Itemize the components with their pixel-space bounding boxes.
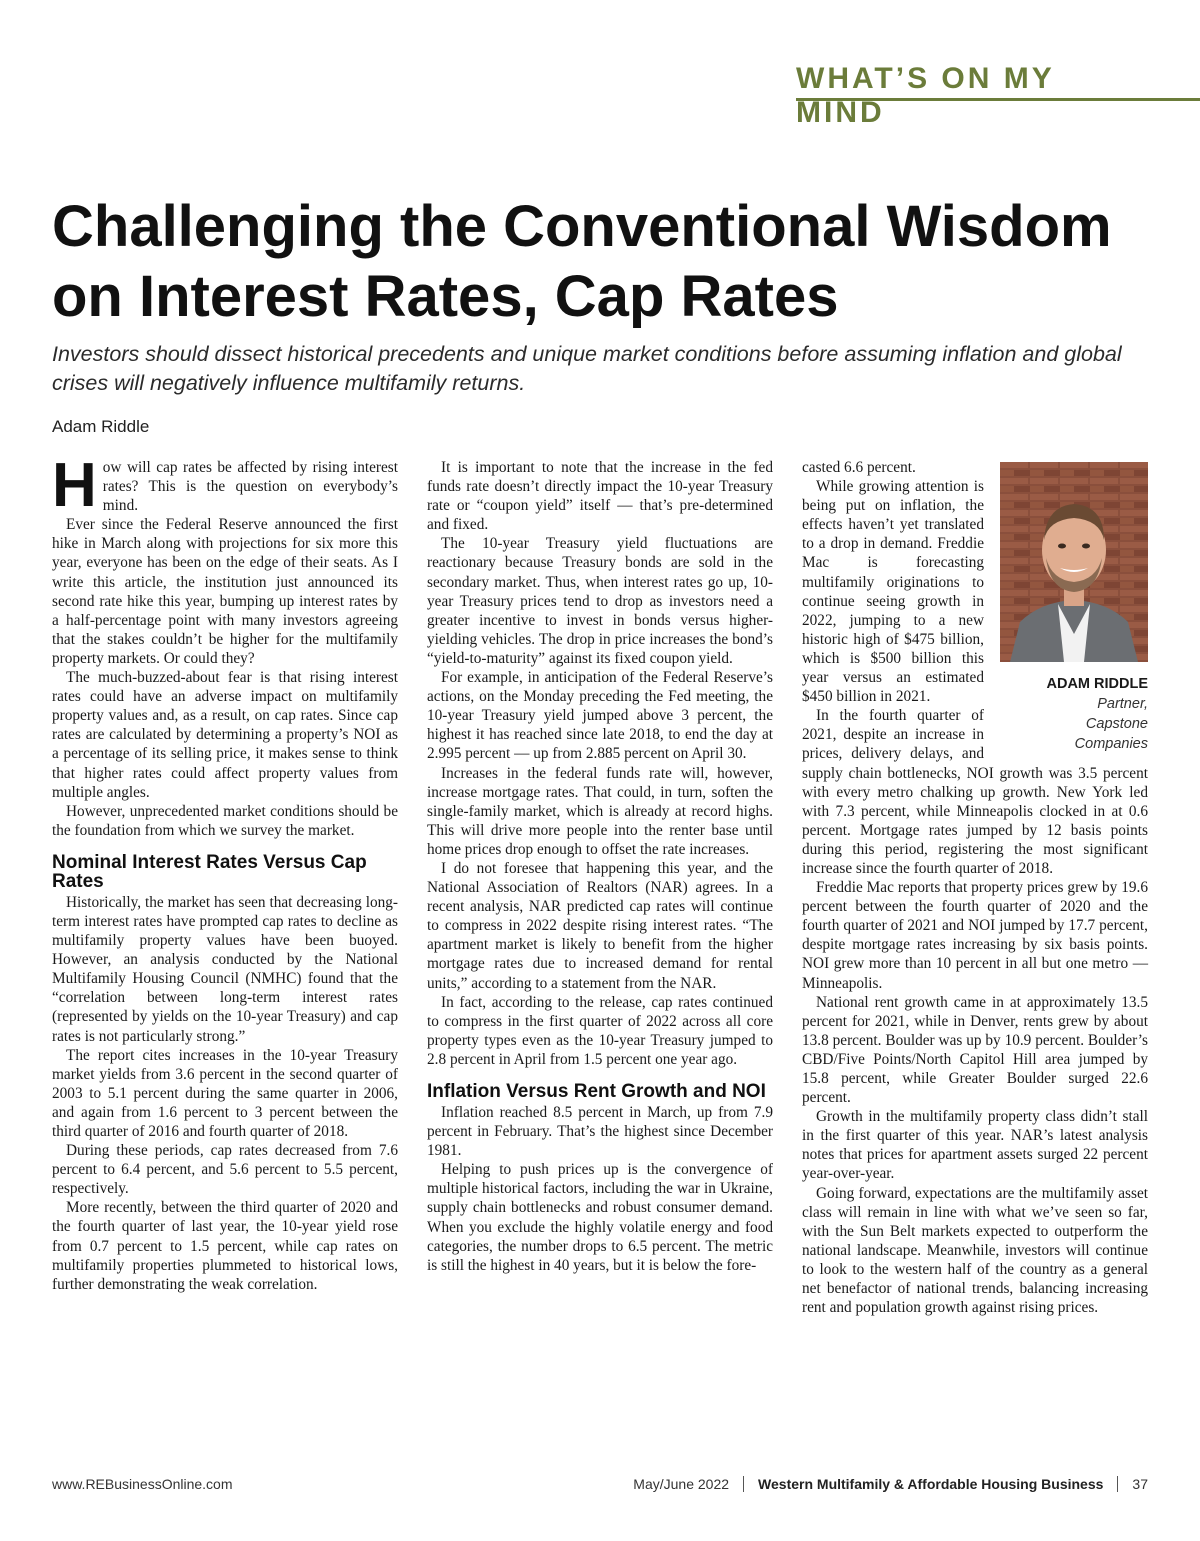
paragraph: However, unprecedented market conditions should be the foundation from which we survey the market. bbox=[52, 802, 398, 839]
caption-name: ADAM RIDDLE bbox=[1046, 676, 1148, 692]
footer-publication: Western Multifamily & Affordable Housing Business bbox=[758, 1476, 1104, 1492]
footer-issue: May/June 2022 bbox=[633, 1476, 730, 1492]
paragraph: The 10-year Treasury yield fluctuations are reactionary because Treasury bonds are sold in the secondary market. Thus, when interest rates go up, 10-year Treasury prices tend to drop as investors need a greater incentive to invest in bonds versus higher-yielding vehicles. The drop in price increases the bond’s “yield-to-maturity” against its fixed coupon yield. bbox=[427, 535, 773, 667]
footer-divider bbox=[1117, 1476, 1118, 1492]
paragraph: While growing attention is being put on inflation, the effects haven’t yet translated to a drop in demand. Freddie Mac is forecasting multifamily originations to continue seeing growth in 2022, jumping to a new historic high of $475 billion, which is $500 billion this year versus an estimated $450 billion in 2021. bbox=[802, 478, 984, 706]
paragraph: The report cites increases in the 10-year Treasury market yields from 3.6 percent in the second quarter of 2003 to 5.1 percent during the same quarter in 2006, and again from 1.6 percent to 3 percent between the third quarter of 2016 and fourth quarter of 2018. bbox=[52, 1046, 398, 1140]
paragraph: National rent growth came in at approximately 13.5 percent for 2021, while in Denver, rents grew by about 13.8 percent. Boulder was up by 10.9 percent. Boulder’s CBD/Five Points/North Capitol Hill area jumped by 15.8 percent, while Greater Boulder surged 22.6 percent. bbox=[802, 993, 1148, 1107]
photo-caption bbox=[994, 674, 1148, 754]
paragraph: Ever since the Federal Reserve announced the first hike in March along with projections for six more this year, everyone has been on the edge of their seats. As I write this article, the institution just announced its second rate hike this year, bumping up interest rates by a half-percentage point with many investors agreeing that the stakes couldn’t be higher for the multifamily property markets. Or could they? bbox=[52, 516, 398, 667]
paragraph: Inflation reached 8.5 percent in March, up from 7.9 percent in February. That’s the highest since December 1981. bbox=[427, 1104, 773, 1160]
section-header bbox=[796, 60, 1200, 129]
footer-divider bbox=[743, 1476, 744, 1492]
paragraph: It is important to note that the increase in the fed funds rate doesn’t directly impact the 10-year Treasury rate or “coupon yield” itself — that’s pre-determined and fixed. bbox=[427, 459, 773, 534]
paragraph: More recently, between the third quarter of 2020 and the fourth quarter of last year, the 10-year yield rose from 0.7 percent to 1.5 percent, while cap rates on multifamily properties plummeted to historical lows, further demonstrating the weak correlation. bbox=[52, 1199, 398, 1293]
subheading: Inflation Versus Rent Growth and NOI bbox=[427, 1081, 766, 1102]
byline: Adam Riddle bbox=[52, 417, 150, 436]
caption-company: Capstone bbox=[1085, 716, 1148, 732]
paragraph: Increases in the federal funds rate will, however, increase mortgage rates. That could, in turn, soften the single-family market, which is already at record highs. This will drive more people into the renter base until home prices drop enough to offset the rate increases. bbox=[427, 764, 773, 858]
paragraph: The much-buzzed-about fear is that rising interest rates could have an adverse impact on multifamily property values and, as a result, on cap rates. Since cap rates are calculated by determining a property’s NOI as a percentage of its selling price, it makes sense to think that higher rates could affect property values from multiple angles. bbox=[52, 669, 398, 801]
paragraph: During these periods, cap rates decreased from 7.6 percent to 6.4 percent, and 5.6 percent to 5.5 percent, respectively. bbox=[52, 1142, 398, 1198]
paragraph bbox=[52, 451, 398, 520]
section-label: WHAT’S ON MY MIND bbox=[796, 62, 1055, 129]
paragraph: In fact, according to the release, cap rates continued to compress in the first quarter of 2022 across all core property types even as the 10-year Treasury jumped to 2.8 percent in April from 1.5 percent one year ago. bbox=[427, 993, 773, 1068]
caption-role: Partner, bbox=[1097, 696, 1148, 712]
paragraph: I do not foresee that happening this year, and the National Association of Realtors (NAR) agrees. In a recent analysis, NAR predicted cap rates will continue to compress in 2022 despite rising interest rates. “The apartment market is likely to benefit from the higher mortgage rates due to increased demand for rental units,” according to a statement from the NAR. bbox=[427, 859, 773, 992]
footer-meta bbox=[633, 1476, 1148, 1492]
article-deck: Investors should dissect historical precedents and unique market conditions before assuming inflation and global crises will negatively influence multifamily returns. bbox=[52, 342, 1122, 395]
paragraph: In the fourth quarter of 2021, despite an increase in prices, delivery delays, and supply chain bottlenecks, NOI growth was 3.5 percent with every metro chalking up growth. New York led with 7.3 percent, while Minneapolis clocked in at 0.6 percent. Mortgage rates jumped by 12 basis points during this period, registering the most significant increase since the fourth quarter of 2018. bbox=[802, 707, 1148, 877]
paragraph: Historically, the market has seen that decreasing long-term interest rates have prompted cap rates to decline as multifamily property values have been buoyed. However, an analysis conducted by the National Multifamily Housing Council (NMHC) found that the “correlation between long-term interest rates (represented by yields on the 10-year Treasury) and cap rates is not particularly strong.” bbox=[52, 893, 398, 1045]
paragraph: casted 6.6 percent. bbox=[802, 459, 916, 476]
subheading: Nominal Interest Rates Versus Cap Rates bbox=[52, 851, 367, 892]
author-photo bbox=[1000, 462, 1148, 662]
column-2 bbox=[427, 458, 773, 1275]
paragraph: Helping to push prices up is the convergence of multiple historical factors, including the war in Ukraine, supply chain bottlenecks and robust consumer demand. When you exclude the highly volatile energy and food categories, the number drops to 6.5 percent. The metric is still the highest in 40 years, but it is below the fore- bbox=[427, 1161, 773, 1274]
paragraph: For example, in anticipation of the Federal Reserve’s actions, on the Monday preceding the Fed meeting, the 10-year Treasury yield jumped above 3 percent, the highest it has reached since late 2018, to end the day at 2.995 percent — up from 2.885 percent on April 30. bbox=[427, 669, 773, 763]
paragraph: Freddie Mac reports that property prices grew by 19.6 percent between the fourth quarter of 2020 and the fourth quarter of 2021 and NOI jumped by 17.7 percent, despite mortgage rates increasing by six basis points. NOI grew more than 10 percent in all but one metro — Minneapolis. bbox=[802, 879, 1148, 992]
page-footer bbox=[52, 1476, 1148, 1498]
author-photo-block bbox=[994, 462, 1148, 754]
page-number: 37 bbox=[1132, 1476, 1148, 1492]
caption-company: Companies bbox=[1074, 736, 1148, 752]
column-1 bbox=[52, 451, 398, 1294]
paragraph-text: ow will cap rates be affected by rising interest rates? This is the question on everybody’s mind. bbox=[102, 459, 398, 515]
paragraph: Going forward, expectations are the multifamily asset class will remain in line with what we’ve seen so far, with the Sun Belt markets expected to outperform the national landscape. Meanwhile, investors will continue to look to the western half of the country as a general net benefactor of national trends, balancing increasing rent and population growth against rising prices. bbox=[802, 1184, 1148, 1317]
paragraph: Growth in the multifamily property class didn’t stall in the first quarter of this year. NAR’s latest analysis notes that prices for apartment assets surged 22 percent year-over-year. bbox=[802, 1108, 1148, 1183]
drop-cap: H bbox=[52, 451, 97, 520]
article-title: Challenging the Conventional Wisdom on Interest Rates, Cap Rates bbox=[52, 194, 1112, 329]
column-3 bbox=[802, 458, 1148, 1317]
footer-url[interactable]: www.REBusinessOnline.com bbox=[52, 1476, 233, 1492]
author-portrait-image bbox=[1000, 462, 1148, 662]
